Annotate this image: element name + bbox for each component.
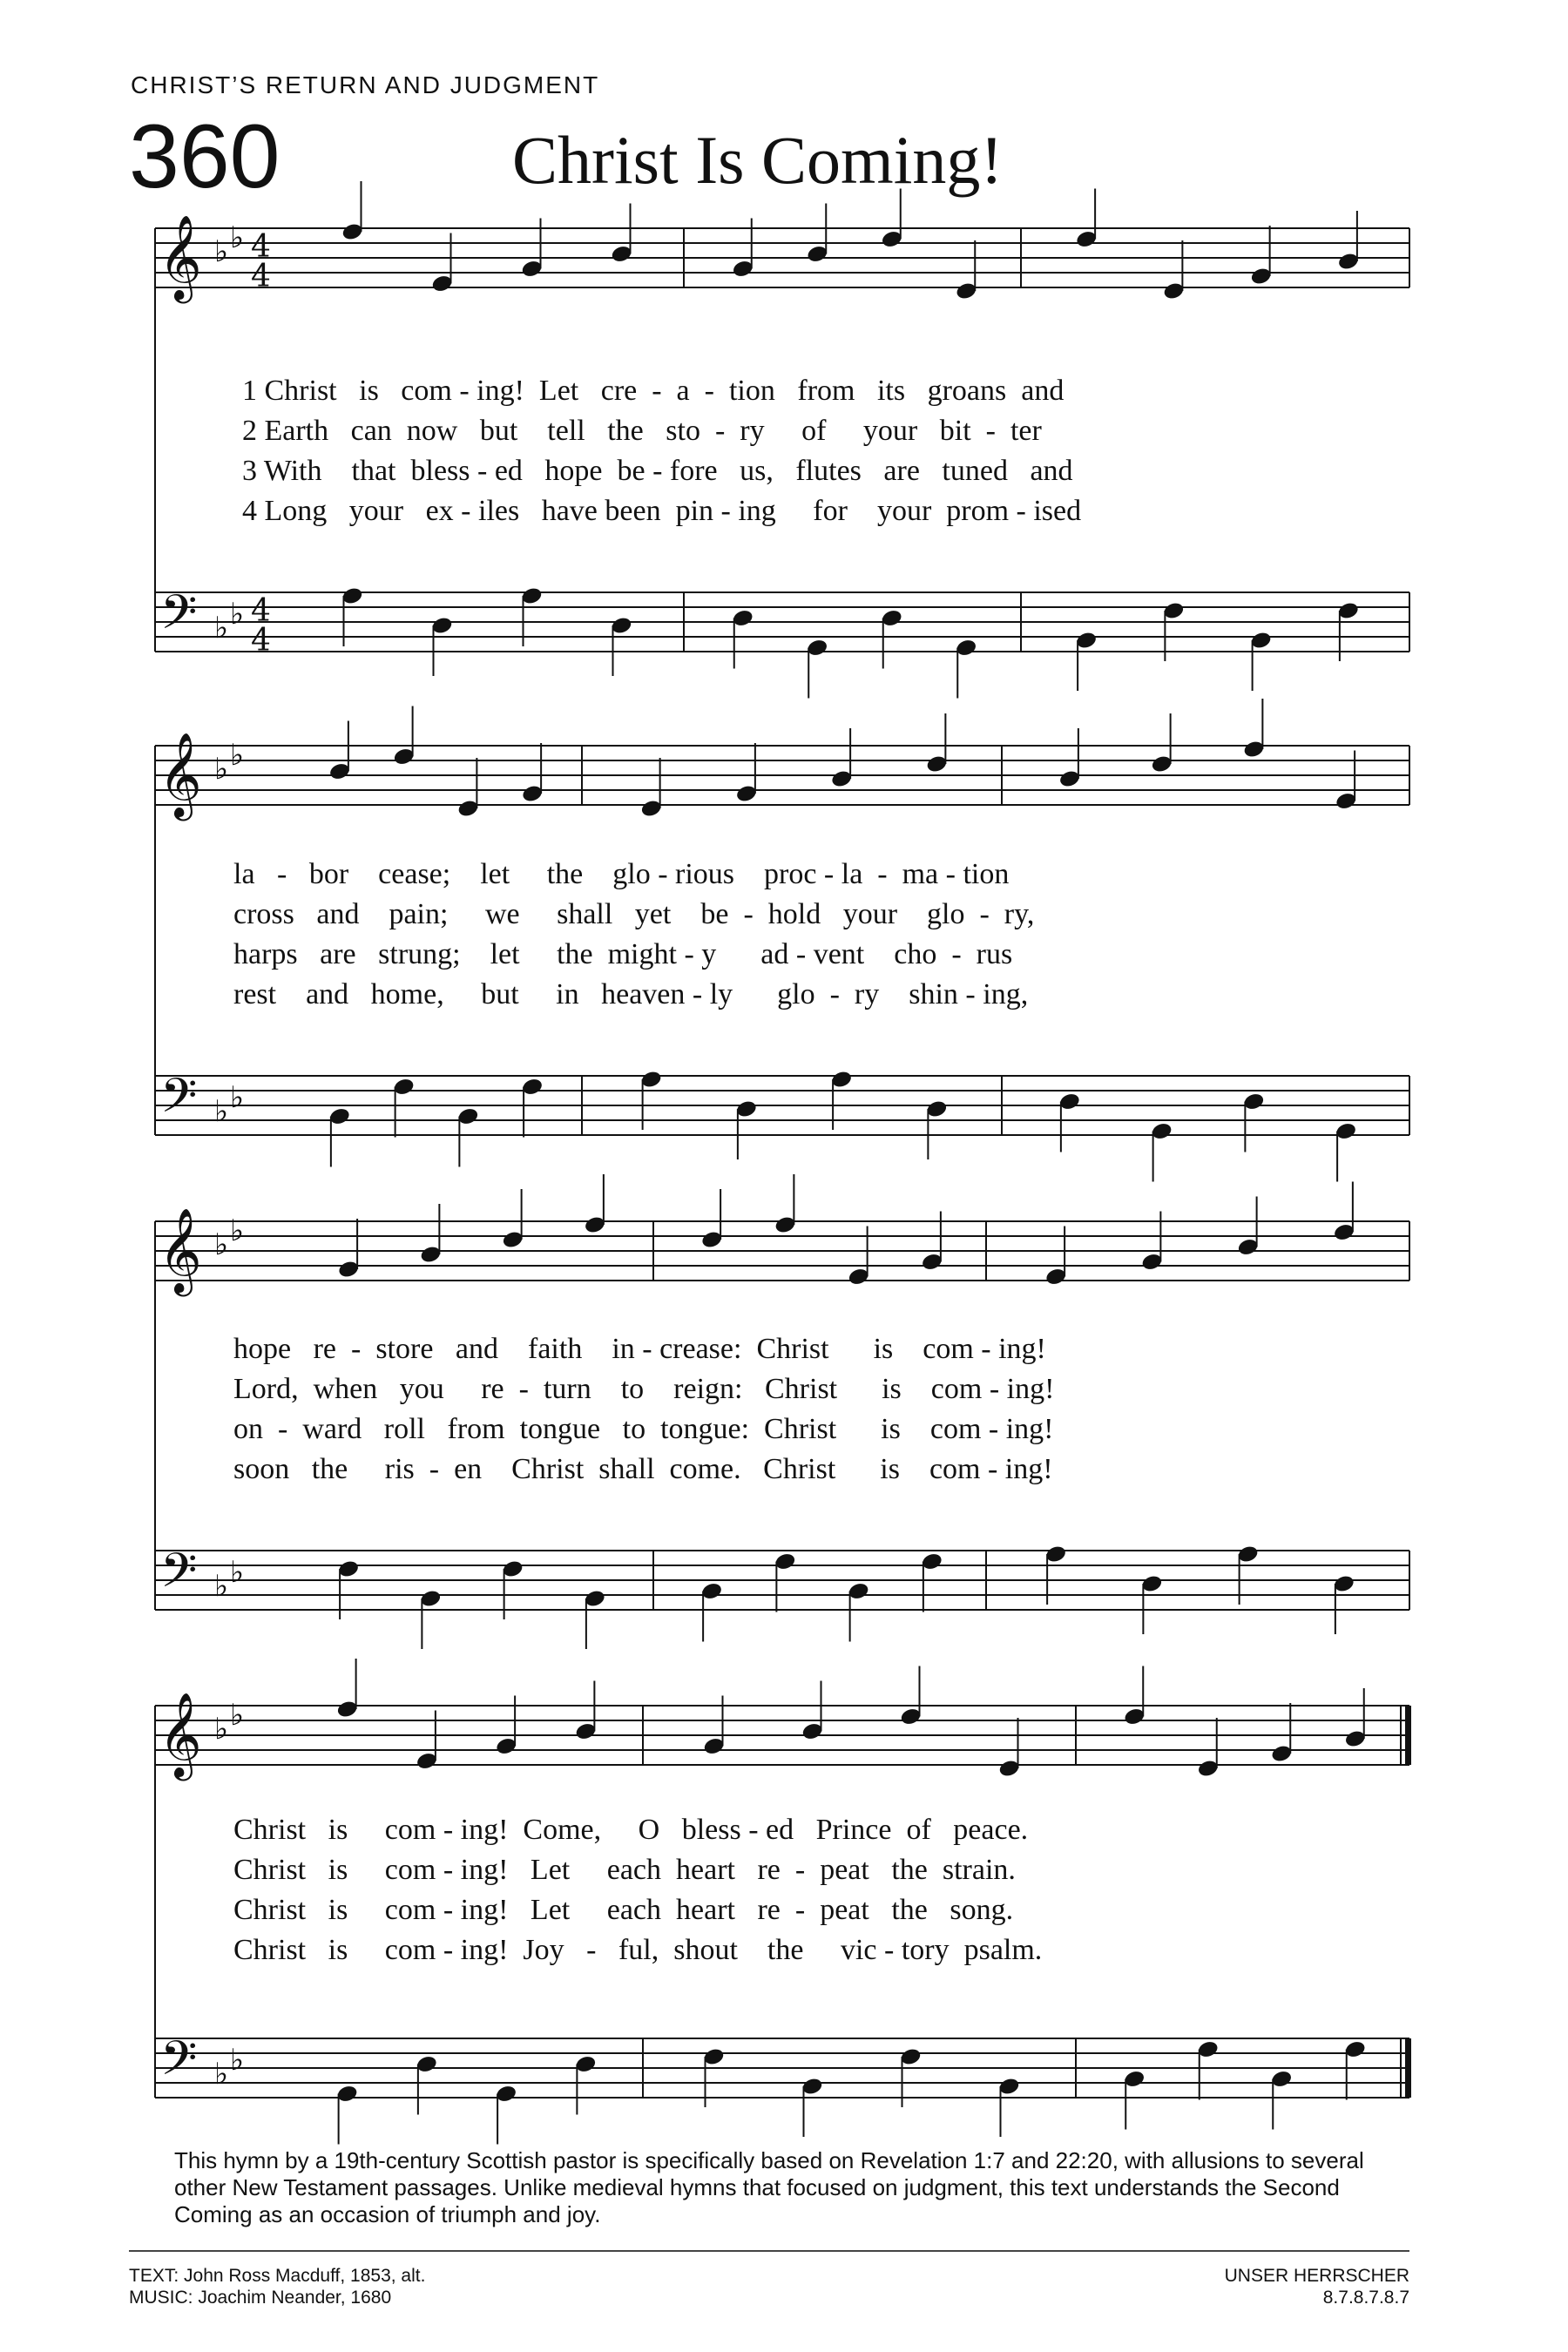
- final-barline: [1405, 1706, 1411, 1765]
- key-flat-icon: ♭: [230, 597, 245, 632]
- time-signature-top: 4: [251, 593, 271, 629]
- lyric-line: cross and pain; we shall yet be - hold your glo - ry,: [233, 898, 1035, 930]
- hymn-title: Christ Is Coming!: [512, 122, 1004, 198]
- lyric-line: 4 Long your ex - iles have been pin - ing for your prom - ised: [242, 495, 1082, 527]
- lyric-line: Christ is com - ing! Let each heart re - peat the song.: [233, 1894, 1014, 1926]
- key-flat-icon: ♭: [230, 738, 245, 773]
- key-flat-icon: ♭: [230, 1080, 245, 1115]
- treble-clef-icon: 𝄞: [159, 214, 202, 300]
- credits-right: [1225, 2265, 1409, 2308]
- key-flat-icon: ♭: [214, 752, 229, 787]
- lyric-line: hope re - store and faith in - crease: Christ is com - ing!: [233, 1333, 1046, 1365]
- treble-clef-icon: 𝄞: [159, 1207, 202, 1293]
- key-flat-icon: ♭: [214, 1227, 229, 1262]
- lyric-line: 2 Earth can now but tell the sto - ry of your bit - ter: [242, 415, 1042, 447]
- key-flat-icon: ♭: [214, 2057, 229, 2092]
- music-credit: MUSIC: Joachim Neander, 1680: [129, 2288, 392, 2308]
- text-credit: TEXT: John Ross Macduff, 1853, alt.: [129, 2266, 426, 2286]
- lyric-line: rest and home, but in heaven - ly glo - ry shin - ing,: [233, 978, 1029, 1010]
- treble-clef-icon: 𝄞: [159, 1692, 202, 1777]
- final-barline: [1405, 2038, 1411, 2098]
- time-signature-bottom: 4: [251, 259, 271, 294]
- lyric-line: Christ is com - ing! Let each heart re - peat the strain.: [233, 1854, 1016, 1886]
- credits-divider: [129, 2250, 1409, 2252]
- key-flat-icon: ♭: [214, 611, 229, 645]
- section-heading: CHRIST’S RETURN AND JUDGMENT: [131, 71, 600, 98]
- hymn-footnote: This hymn by a 19th-century Scottish pastor is specifically based on Revelation 1:7 and 22:20, with allusions to several other New Testament passages. Unlike medieval hymns that focused on judgment, this text understands the Second Coming as an occasion of triumph and joy.: [174, 2147, 1364, 2227]
- meter: 8.7.8.7.8.7: [1322, 2288, 1409, 2308]
- lyric-line: 3 With that bless - ed hope be - fore us, flutes are tuned and: [242, 455, 1073, 487]
- lyric-line: Christ is com - ing! Come, O bless - ed Prince of peace.: [233, 1814, 1029, 1846]
- lyric-line: Lord, when you re - turn to reign: Christ is com - ing!: [233, 1373, 1055, 1405]
- key-flat-icon: ♭: [230, 1698, 245, 1733]
- tune-name: UNSER HERRSCHER: [1224, 2266, 1409, 2286]
- lyric-line: la - bor cease; let the glo - rious proc - la - ma - tion: [233, 858, 1010, 890]
- key-flat-icon: ♭: [214, 1569, 229, 1604]
- key-flat-icon: ♭: [214, 1712, 229, 1747]
- lyric-line: harps are strung; let the might - y ad - vent cho - rus: [233, 938, 1013, 970]
- credits-left: [129, 2265, 425, 2308]
- bass-clef-icon: 𝄢: [160, 585, 198, 652]
- key-flat-icon: ♭: [230, 1213, 245, 1248]
- key-flat-icon: ♭: [230, 1555, 245, 1590]
- treble-clef-icon: 𝄞: [159, 732, 202, 817]
- bass-clef-icon: 𝄢: [160, 2031, 198, 2098]
- lyric-line: Christ is com - ing! Joy - ful, shout the vic - tory psalm.: [233, 1934, 1043, 1966]
- hymn-number: 360: [129, 106, 280, 207]
- key-flat-icon: ♭: [214, 234, 229, 269]
- key-flat-icon: ♭: [230, 220, 245, 255]
- time-signature-bottom: 4: [251, 623, 271, 659]
- lyric-line: 1 Christ is com - ing! Let cre - a - tion from its groans and: [242, 375, 1064, 407]
- lyric-line: soon the ris - en Christ shall come. Christ is com - ing!: [233, 1453, 1053, 1485]
- bass-clef-icon: 𝄢: [160, 1543, 198, 1610]
- time-signature-top: 4: [251, 229, 271, 265]
- key-flat-icon: ♭: [214, 1094, 229, 1129]
- bass-clef-icon: 𝄢: [160, 1068, 198, 1135]
- key-flat-icon: ♭: [230, 2043, 245, 2078]
- lyric-line: on - ward roll from tongue to tongue: Christ is com - ing!: [233, 1413, 1054, 1445]
